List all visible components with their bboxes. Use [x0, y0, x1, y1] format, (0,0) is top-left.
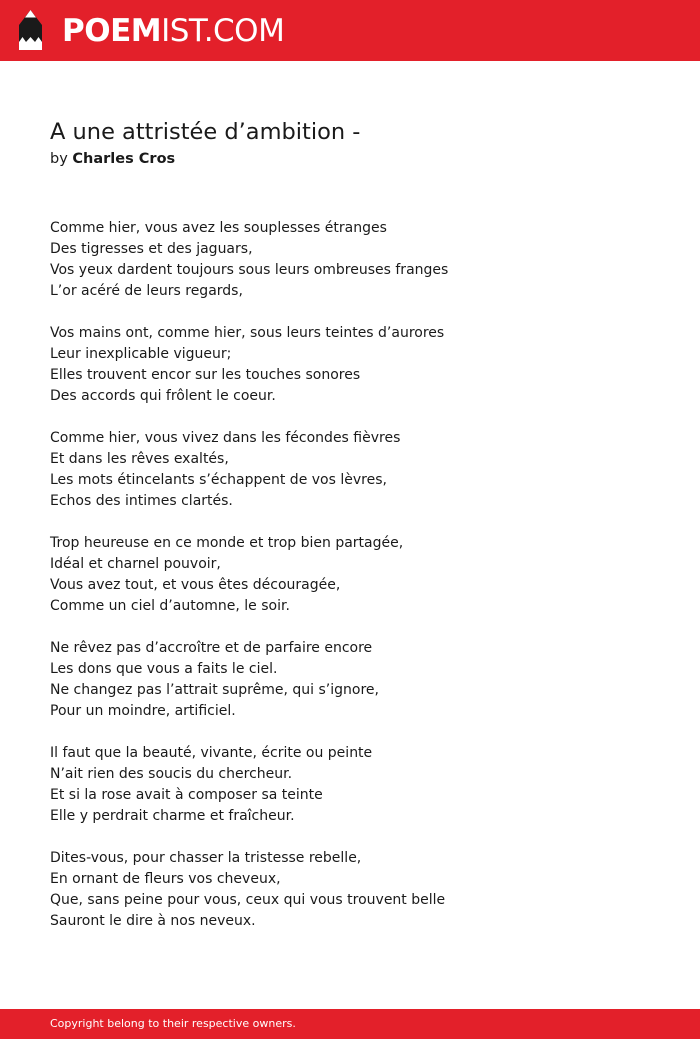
- stanza: [50, 323, 670, 407]
- poem-line: Vos mains ont, comme hier, sous leurs teintes d’aurores: [50, 325, 445, 341]
- poem-line: Ne rêvez pas d’accroître et de parfaire encore: [50, 640, 373, 656]
- poem-line: Il faut que la beauté, vivante, écrite ou peinte: [50, 745, 373, 761]
- poem-body: [50, 218, 670, 953]
- header-bar: [0, 0, 700, 61]
- footer-bar: [0, 1009, 700, 1039]
- poem-line: Comme hier, vous avez les souplesses étranges: [50, 220, 387, 236]
- poem-line: Les dons que vous a faits le ciel.: [50, 661, 278, 677]
- poem-line: Sauront le dire à nos neveux.: [50, 913, 256, 929]
- poem-line: N’ait rien des soucis du chercheur.: [50, 766, 293, 782]
- poem-line: Pour un moindre, artificiel.: [50, 703, 236, 719]
- poem-line: L’or acéré de leurs regards,: [50, 283, 243, 299]
- stanza: [50, 638, 670, 722]
- poem-line: Comme hier, vous vivez dans les fécondes fièvres: [50, 430, 401, 446]
- poem-line: Elles trouvent encor sur les touches sonores: [50, 367, 361, 383]
- poem-line: Trop heureuse en ce monde et trop bien partagée,: [50, 535, 404, 551]
- stanza: [50, 743, 670, 827]
- byline: [50, 148, 175, 170]
- poem-line: Et si la rose avait à composer sa teinte: [50, 787, 323, 803]
- poem-line: Des tigresses et des jaguars,: [50, 241, 253, 257]
- stanza: [50, 428, 670, 512]
- poem-line: Vos yeux dardent toujours sous leurs ombreuses franges: [50, 262, 449, 278]
- stanza: [50, 848, 670, 932]
- site-logo[interactable]: [62, 11, 284, 51]
- poem-line: Vous avez tout, et vous êtes découragée,: [50, 577, 341, 593]
- poem-line: Idéal et charnel pouvoir,: [50, 556, 221, 572]
- poem-title: A une attristée d’ambition -: [50, 119, 361, 145]
- logo-bold-text: POEM: [62, 13, 162, 49]
- poem-line: Des accords qui frôlent le coeur.: [50, 388, 276, 404]
- poem-line: En ornant de fleurs vos cheveux,: [50, 871, 281, 887]
- logo-light-text: IST.COM: [161, 13, 285, 49]
- pencil-icon: [18, 9, 43, 51]
- poem-line: Et dans les rêves exaltés,: [50, 451, 229, 467]
- stanza: [50, 533, 670, 617]
- by-label: by: [50, 151, 68, 167]
- poem-line: Echos des intimes clartés.: [50, 493, 233, 509]
- poem-line: Leur inexplicable vigueur;: [50, 346, 232, 362]
- stanza: [50, 218, 670, 302]
- poem-line: Que, sans peine pour vous, ceux qui vous trouvent belle: [50, 892, 446, 908]
- author-name: Charles Cros: [72, 151, 176, 167]
- copyright-text: Copyright belong to their respective owners.: [50, 1017, 296, 1030]
- poem-line: Elle y perdrait charme et fraîcheur.: [50, 808, 295, 824]
- poem-line: Dites-vous, pour chasser la tristesse rebelle,: [50, 850, 362, 866]
- poem-line: Comme un ciel d’automne, le soir.: [50, 598, 290, 614]
- poem-line: Les mots étincelants s’échappent de vos lèvres,: [50, 472, 387, 488]
- poem-line: Ne changez pas l’attrait suprême, qui s’ignore,: [50, 682, 379, 698]
